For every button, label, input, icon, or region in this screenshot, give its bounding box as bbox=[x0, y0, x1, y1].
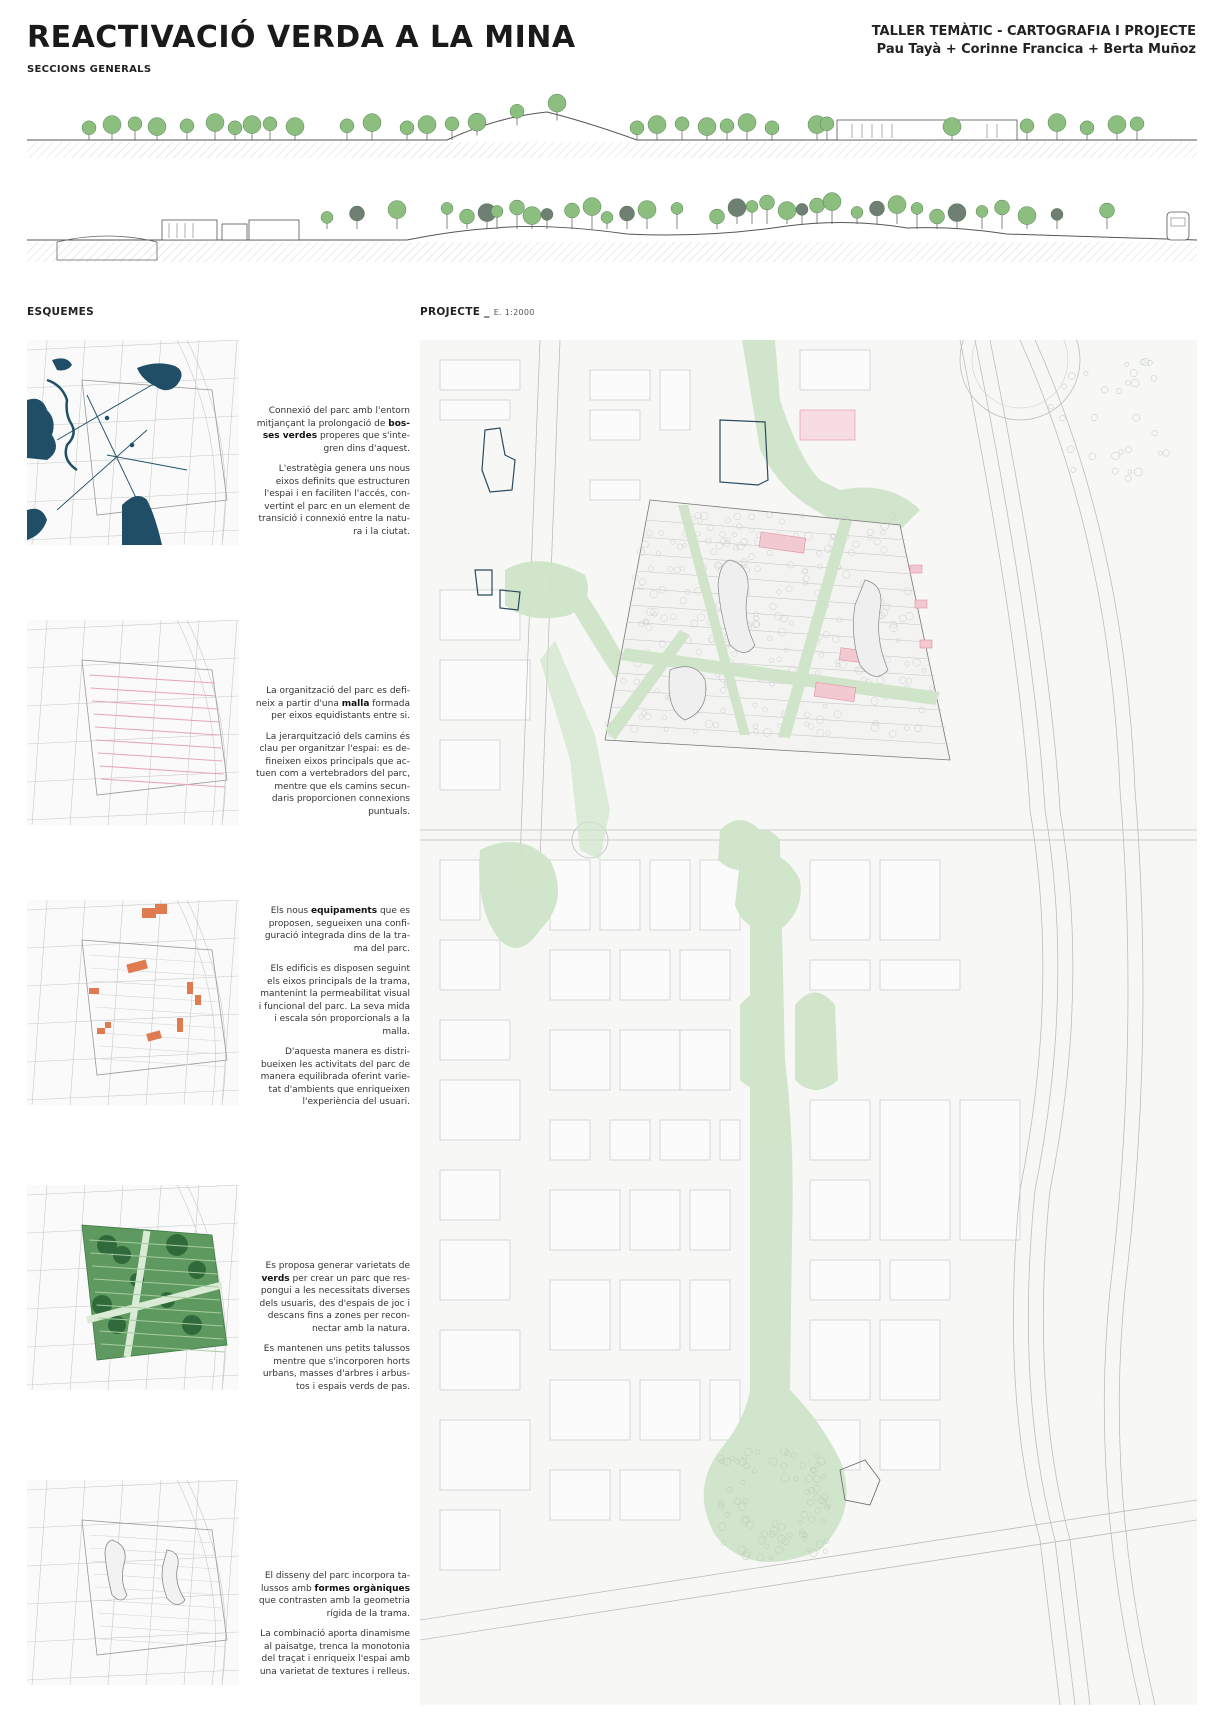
tree-icon bbox=[820, 117, 834, 131]
tree-icon bbox=[710, 209, 725, 224]
tree-icon bbox=[911, 202, 923, 214]
tree-icon bbox=[851, 206, 863, 218]
tree-icon bbox=[128, 117, 142, 131]
project-label-text: PROJECTE _ bbox=[420, 306, 490, 318]
tree-icon bbox=[541, 208, 553, 220]
tree-icon bbox=[620, 206, 635, 221]
tree-icon bbox=[943, 118, 961, 136]
tree-icon bbox=[491, 205, 503, 217]
tree-icon bbox=[1020, 119, 1034, 133]
tree-icon bbox=[510, 104, 524, 118]
tree-icon bbox=[445, 117, 459, 131]
tree-icon bbox=[340, 119, 354, 133]
scheme-5-text: El disseny del parc incorpora ta-lussos amb formes orgàniques que contrasten amb la geometria rígida de la trama. La combinació aporta dinamisme al paisatge, trenca la monotonia del traçat i enriqueix l'espai amb una varietat de textures i relleus. bbox=[258, 1571, 410, 1677]
tree-icon bbox=[148, 118, 166, 136]
tree-icon bbox=[675, 117, 689, 131]
tree-icon bbox=[765, 121, 779, 135]
tree-icon bbox=[671, 202, 683, 214]
authors: Pau Tayà + Corinne Francica + Berta Muñoz bbox=[876, 42, 1196, 57]
project-label bbox=[420, 306, 535, 318]
buildings-elevation bbox=[162, 220, 299, 240]
axis-lines bbox=[57, 382, 187, 510]
page-subtitle: SECCIONS GENERALS bbox=[27, 64, 152, 75]
tree-icon bbox=[746, 200, 758, 212]
tree-icon bbox=[468, 113, 486, 131]
tree-icon bbox=[350, 206, 365, 221]
tree-icon bbox=[648, 116, 666, 134]
tree-icon bbox=[243, 116, 261, 134]
tree-icon bbox=[1048, 114, 1066, 132]
scheme-connections bbox=[27, 340, 239, 545]
tree-icon bbox=[810, 198, 825, 213]
tree-icon bbox=[523, 207, 541, 225]
tree-icon bbox=[738, 114, 756, 132]
tree-icon bbox=[418, 116, 436, 134]
tree-icon bbox=[995, 200, 1010, 215]
tree-icon bbox=[888, 196, 906, 214]
tree-icon bbox=[778, 202, 796, 220]
tree-icon bbox=[638, 201, 656, 219]
scheme-greens bbox=[27, 1185, 239, 1390]
tree-icon bbox=[630, 121, 644, 135]
building-elevation bbox=[837, 120, 1017, 140]
tree-icon bbox=[760, 195, 775, 210]
scheme-4-text: Es proposa generar varietats de verds per crear un parc que res-pongui a les necessitats diverses dels usuaris, des d'espais de joc i descans fins a zones per recon-nectar amb la natura. Es mantenen uns petits talussos mentre que s'incorporen horts urbans, masses d'arbres i arbus-tos i espais verds de pas. bbox=[259, 1261, 410, 1392]
tree-icon bbox=[82, 121, 96, 135]
equipment-buildings bbox=[89, 904, 201, 1042]
tree-icon bbox=[565, 203, 580, 218]
tree-icon bbox=[441, 202, 453, 214]
tree-icon bbox=[263, 117, 277, 131]
tree-icon bbox=[460, 209, 475, 224]
trees-row-2 bbox=[321, 193, 1115, 229]
tree-icon bbox=[796, 203, 808, 215]
tree-icon bbox=[548, 94, 566, 112]
tree-icon bbox=[720, 119, 734, 133]
page-title: REACTIVACIÓ VERDA A LA MINA bbox=[27, 20, 576, 55]
scheme-organic-forms bbox=[27, 1480, 239, 1685]
tree-icon bbox=[228, 121, 242, 135]
general-section-2 bbox=[27, 168, 1197, 268]
scheme-grid bbox=[27, 620, 239, 825]
tree-icon bbox=[728, 199, 746, 217]
tree-icon bbox=[1100, 203, 1115, 218]
tree-icon bbox=[1108, 116, 1126, 134]
general-section-1 bbox=[27, 92, 1197, 164]
tree-icon bbox=[948, 204, 966, 222]
project-scale: E. 1:2000 bbox=[493, 308, 535, 317]
scheme-equipments bbox=[27, 900, 239, 1105]
tree-icon bbox=[601, 211, 613, 223]
tree-icon bbox=[363, 114, 381, 132]
tree-icon bbox=[583, 198, 601, 216]
tree-icon bbox=[400, 121, 414, 135]
tree-icon bbox=[976, 205, 988, 217]
tree-icon bbox=[1018, 207, 1036, 225]
tree-icon bbox=[180, 119, 194, 133]
tree-icon bbox=[388, 201, 406, 219]
tree-icon bbox=[870, 201, 885, 216]
tree-icon bbox=[1080, 121, 1094, 135]
tree-icon bbox=[823, 193, 841, 211]
tree-icon bbox=[1051, 208, 1063, 220]
water-bodies bbox=[27, 358, 182, 545]
scheme-3-text: Els nous equipaments que es proposen, segueixen una confi-guració integrada dins de la tra-ma del parc. Els edificis es disposen seguint els eixos principals de la trama, mantenint la permeabilitat visual i funcional del parc. La seva mida i escala són proporcionals a la malla. D'aquesta manera es distri-bueixen les activitats del parc de manera equilibrada oferint varie-tat d'ambients que enriqueixen l'experiència del usuari. bbox=[258, 906, 410, 1107]
tree-icon bbox=[206, 114, 224, 132]
organic-slopes bbox=[105, 1540, 185, 1605]
tree-icon bbox=[321, 211, 333, 223]
scheme-1-text: Connexió del parc amb l'entorn mitjançant la prolongació de bos-ses verdes properes que s'inte-gren dins d'aquest. L'estratègia genera uns nous eixos definits que estructuren l'espai i en faciliten l'accés, con-vertint el parc en un element de transició i connexió entre la natu-ra i la ciutat. bbox=[256, 406, 410, 537]
tree-icon bbox=[103, 116, 121, 134]
schemes-label: ESQUEMES bbox=[27, 306, 94, 318]
project-masterplan bbox=[420, 340, 1197, 1705]
tram-icon bbox=[1167, 212, 1189, 240]
course-title: TALLER TEMÀTIC - CARTOGRAFIA I PROJECTE bbox=[871, 24, 1196, 39]
tree-icon bbox=[930, 209, 945, 224]
scheme-2-text: La organització del parc es defi-neix a partir d'una malla formada per eixos equidistants entre si. La jerarquització dels camins és clau per organitzar l'espai: es de-fineixen eixos principals que ac-tuen com a vertebradors del parc, mentre que els camins secun-daris proporcionen connexions puntuals. bbox=[255, 686, 410, 817]
tree-icon bbox=[510, 200, 525, 215]
tree-icon bbox=[286, 118, 304, 136]
tree-icon bbox=[1130, 117, 1144, 131]
tree-icon bbox=[698, 118, 716, 136]
